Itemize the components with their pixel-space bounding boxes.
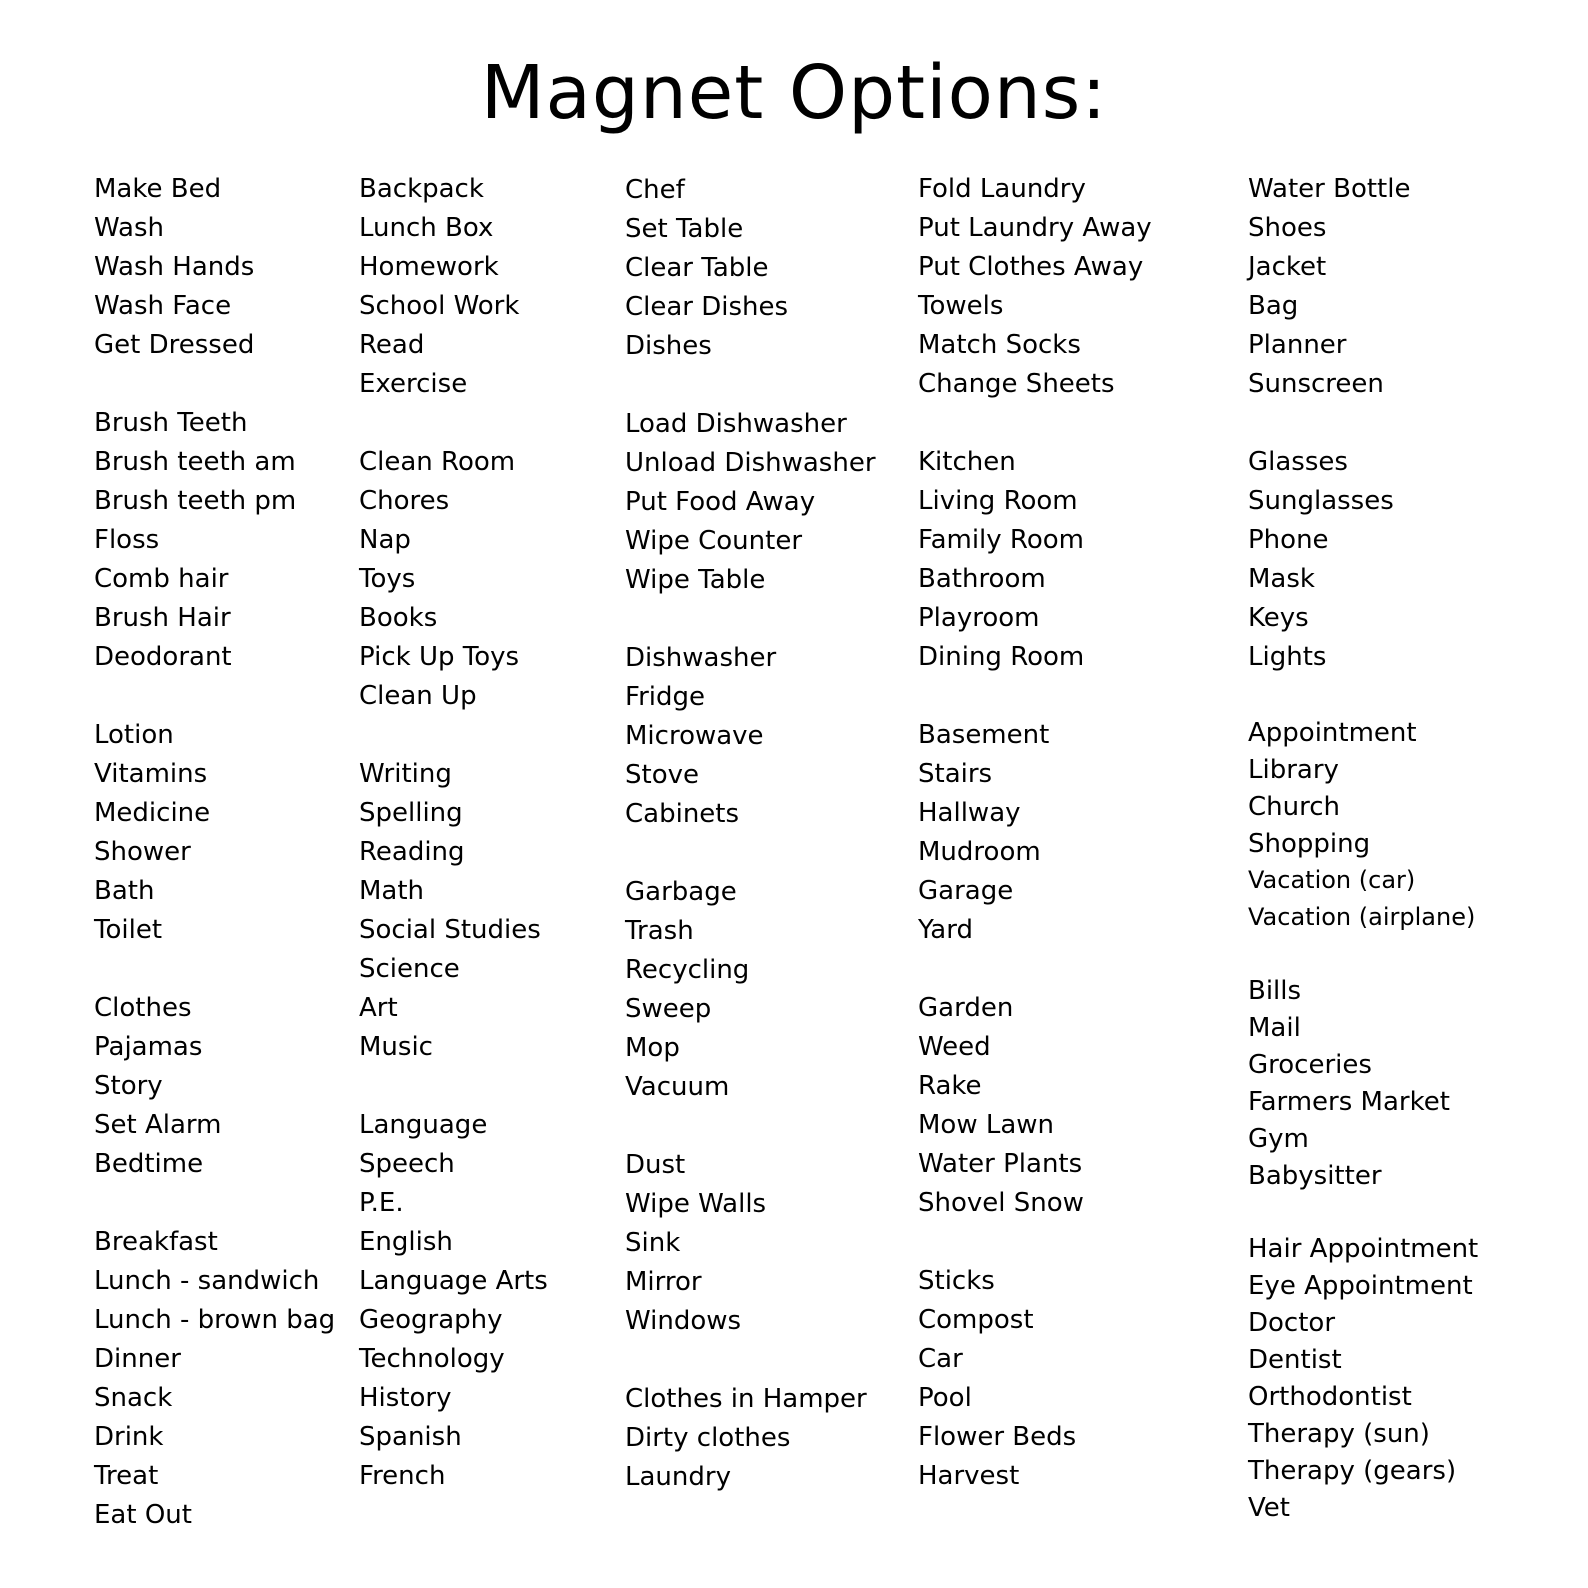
- magnet-option: Wash Hands: [94, 252, 255, 282]
- magnet-option: Family Room: [918, 525, 1084, 555]
- magnet-option: Vacation (airplane): [1248, 903, 1476, 931]
- magnet-option: History: [359, 1383, 452, 1413]
- magnet-option: Weed: [918, 1032, 991, 1062]
- magnet-option: Clothes: [94, 993, 192, 1023]
- magnet-option: Gym: [1248, 1124, 1309, 1154]
- magnet-option: Load Dishwasher: [625, 409, 847, 439]
- magnet-option: Lunch Box: [359, 213, 494, 243]
- magnet-option: Pajamas: [94, 1032, 203, 1062]
- magnet-option: Orthodontist: [1248, 1382, 1412, 1412]
- magnet-option: Get Dressed: [94, 330, 255, 360]
- magnet-option: Cabinets: [625, 799, 740, 829]
- magnet-option: Put Laundry Away: [918, 213, 1152, 243]
- magnet-option: Vitamins: [94, 759, 208, 789]
- magnet-option: Dishwasher: [625, 643, 777, 673]
- magnet-option: Lunch - brown bag: [94, 1305, 336, 1335]
- magnet-option: Books: [359, 603, 438, 633]
- magnet-option: Put Clothes Away: [918, 252, 1144, 282]
- magnet-option: Yard: [918, 915, 973, 945]
- magnet-option: Mow Lawn: [918, 1110, 1055, 1140]
- magnet-option: Medicine: [94, 798, 211, 828]
- magnet-option: Trash: [625, 916, 694, 946]
- magnet-option: Stove: [625, 760, 699, 790]
- magnet-option: Church: [1248, 792, 1341, 822]
- magnet-option: Sunglasses: [1248, 486, 1394, 516]
- magnet-option: Car: [918, 1344, 963, 1374]
- magnet-option: Change Sheets: [918, 369, 1115, 399]
- magnet-option: French: [359, 1461, 446, 1491]
- magnet-option: Library: [1248, 755, 1339, 785]
- magnet-option: Pool: [918, 1383, 972, 1413]
- magnet-option: Stairs: [918, 759, 993, 789]
- magnet-option: Hallway: [918, 798, 1021, 828]
- magnet-option: Writing: [359, 759, 452, 789]
- magnet-option: Garden: [918, 993, 1014, 1023]
- magnet-option: Shower: [94, 837, 191, 867]
- magnet-option: Music: [359, 1032, 433, 1062]
- magnet-option: Mask: [1248, 564, 1315, 594]
- magnet-option: Shopping: [1248, 829, 1371, 859]
- magnet-option: Toys: [359, 564, 416, 594]
- magnet-option: Dentist: [1248, 1345, 1342, 1375]
- magnet-option: Read: [359, 330, 425, 360]
- magnet-option: Towels: [918, 291, 1004, 321]
- magnet-option: Set Alarm: [94, 1110, 222, 1140]
- magnet-option: Farmers Market: [1248, 1087, 1450, 1117]
- magnet-option: Breakfast: [94, 1227, 218, 1257]
- magnet-option: Basement: [918, 720, 1050, 750]
- magnet-option: Fold Laundry: [918, 174, 1086, 204]
- magnet-option: Math: [359, 876, 425, 906]
- magnet-option: Homework: [359, 252, 499, 282]
- magnet-option: Story: [94, 1071, 163, 1101]
- magnet-option: Bath: [94, 876, 155, 906]
- magnet-option: Clean Up: [359, 681, 477, 711]
- magnet-option: Dining Room: [918, 642, 1085, 672]
- magnet-option: Pick Up Toys: [359, 642, 520, 672]
- magnet-option: Vacuum: [625, 1072, 730, 1102]
- magnet-option: Chef: [625, 175, 685, 205]
- magnet-option: Backpack: [359, 174, 484, 204]
- magnet-option: Brush teeth pm: [94, 486, 297, 516]
- magnet-option: Clean Room: [359, 447, 516, 477]
- magnet-option: Set Table: [625, 214, 744, 244]
- magnet-option: Vet: [1248, 1493, 1290, 1523]
- magnet-option: Mop: [625, 1033, 680, 1063]
- magnet-option: Bathroom: [918, 564, 1046, 594]
- magnet-option: Make Bed: [94, 174, 222, 204]
- magnet-option: Keys: [1248, 603, 1309, 633]
- magnet-option: Match Socks: [918, 330, 1081, 360]
- magnet-option: Dishes: [625, 331, 712, 361]
- magnet-option: Unload Dishwasher: [625, 448, 876, 478]
- magnet-option: Put Food Away: [625, 487, 816, 517]
- magnet-option: Wipe Counter: [625, 526, 803, 556]
- magnet-option: Wash: [94, 213, 165, 243]
- magnet-option: Hair Appointment: [1248, 1234, 1479, 1264]
- magnet-option: Deodorant: [94, 642, 232, 672]
- magnet-option: Mail: [1248, 1013, 1301, 1043]
- magnet-option: Eye Appointment: [1248, 1271, 1473, 1301]
- magnet-option: Sunscreen: [1248, 369, 1384, 399]
- magnet-option: Living Room: [918, 486, 1078, 516]
- magnet-option: Mudroom: [918, 837, 1041, 867]
- magnet-option: English: [359, 1227, 453, 1257]
- magnet-option: Clear Dishes: [625, 292, 789, 322]
- magnet-option: Flower Beds: [918, 1422, 1077, 1452]
- magnet-option: Bedtime: [94, 1149, 204, 1179]
- magnet-option: Brush Hair: [94, 603, 231, 633]
- magnet-option: Playroom: [918, 603, 1040, 633]
- magnet-option: Eat Out: [94, 1500, 192, 1530]
- magnet-option: Vacation (car): [1248, 866, 1416, 894]
- magnet-option: Chores: [359, 486, 450, 516]
- magnet-option: Babysitter: [1248, 1161, 1382, 1191]
- magnet-option: Dinner: [94, 1344, 181, 1374]
- magnet-option: Garage: [918, 876, 1014, 906]
- magnet-option: Rake: [918, 1071, 982, 1101]
- magnet-option: Nap: [359, 525, 411, 555]
- magnet-option: Water Plants: [918, 1149, 1083, 1179]
- magnet-option: Clothes in Hamper: [625, 1384, 867, 1414]
- magnet-option: Dirty clothes: [625, 1423, 791, 1453]
- magnet-option: Planner: [1248, 330, 1347, 360]
- magnet-option: Dust: [625, 1150, 686, 1180]
- magnet-option: Comb hair: [94, 564, 229, 594]
- magnet-option: Clear Table: [625, 253, 769, 283]
- magnet-option: School Work: [359, 291, 520, 321]
- magnet-option: Exercise: [359, 369, 468, 399]
- magnet-option: Wipe Table: [625, 565, 766, 595]
- magnet-option: Therapy (gears): [1248, 1456, 1457, 1486]
- magnet-option: Social Studies: [359, 915, 541, 945]
- magnet-option: Therapy (sun): [1248, 1419, 1430, 1449]
- magnet-option: Geography: [359, 1305, 503, 1335]
- magnet-option: Bills: [1248, 976, 1302, 1006]
- magnet-option: Lotion: [94, 720, 174, 750]
- magnet-option: Treat: [94, 1461, 159, 1491]
- magnet-option: Sink: [625, 1228, 681, 1258]
- magnet-option: Recycling: [625, 955, 750, 985]
- magnet-option: Phone: [1248, 525, 1329, 555]
- magnet-option: Sweep: [625, 994, 712, 1024]
- magnet-option: Wash Face: [94, 291, 232, 321]
- magnet-option: Toilet: [94, 915, 163, 945]
- magnet-option: Kitchen: [918, 447, 1016, 477]
- magnet-option: Drink: [94, 1422, 164, 1452]
- magnet-option: Lunch - sandwich: [94, 1266, 320, 1296]
- magnet-option: Fridge: [625, 682, 705, 712]
- magnet-option: Speech: [359, 1149, 455, 1179]
- magnet-option: Language: [359, 1110, 488, 1140]
- magnet-option: Water Bottle: [1248, 174, 1411, 204]
- magnet-option: P.E.: [359, 1188, 404, 1218]
- magnet-option: Language Arts: [359, 1266, 548, 1296]
- magnet-option: Microwave: [625, 721, 764, 751]
- magnet-option: Shoes: [1248, 213, 1327, 243]
- magnet-option: Appointment: [1248, 718, 1417, 748]
- magnet-option: Wipe Walls: [625, 1189, 767, 1219]
- magnet-option: Garbage: [625, 877, 737, 907]
- magnet-option: Spelling: [359, 798, 463, 828]
- magnet-option: Brush Teeth: [94, 408, 248, 438]
- magnet-option: Sticks: [918, 1266, 995, 1296]
- magnet-option: Laundry: [625, 1462, 731, 1492]
- magnet-option: Shovel Snow: [918, 1188, 1084, 1218]
- magnet-option: Snack: [94, 1383, 173, 1413]
- page-title: Magnet Options:: [480, 50, 1108, 136]
- magnet-option: Spanish: [359, 1422, 462, 1452]
- magnet-option: Groceries: [1248, 1050, 1372, 1080]
- magnet-option: Bag: [1248, 291, 1299, 321]
- magnet-option: Floss: [94, 525, 160, 555]
- magnet-option: Windows: [625, 1306, 742, 1336]
- magnet-option: Mirror: [625, 1267, 702, 1297]
- magnet-option: Harvest: [918, 1461, 1020, 1491]
- magnet-option: Art: [359, 993, 398, 1023]
- magnet-option: Technology: [359, 1344, 505, 1374]
- magnet-option: Compost: [918, 1305, 1034, 1335]
- magnet-option: Science: [359, 954, 460, 984]
- magnet-option: Doctor: [1248, 1308, 1336, 1338]
- magnet-option: Lights: [1248, 642, 1327, 672]
- magnet-option: Brush teeth am: [94, 447, 296, 477]
- magnet-option: Glasses: [1248, 447, 1348, 477]
- magnet-option: Reading: [359, 837, 465, 867]
- magnet-option: Jacket: [1248, 252, 1327, 282]
